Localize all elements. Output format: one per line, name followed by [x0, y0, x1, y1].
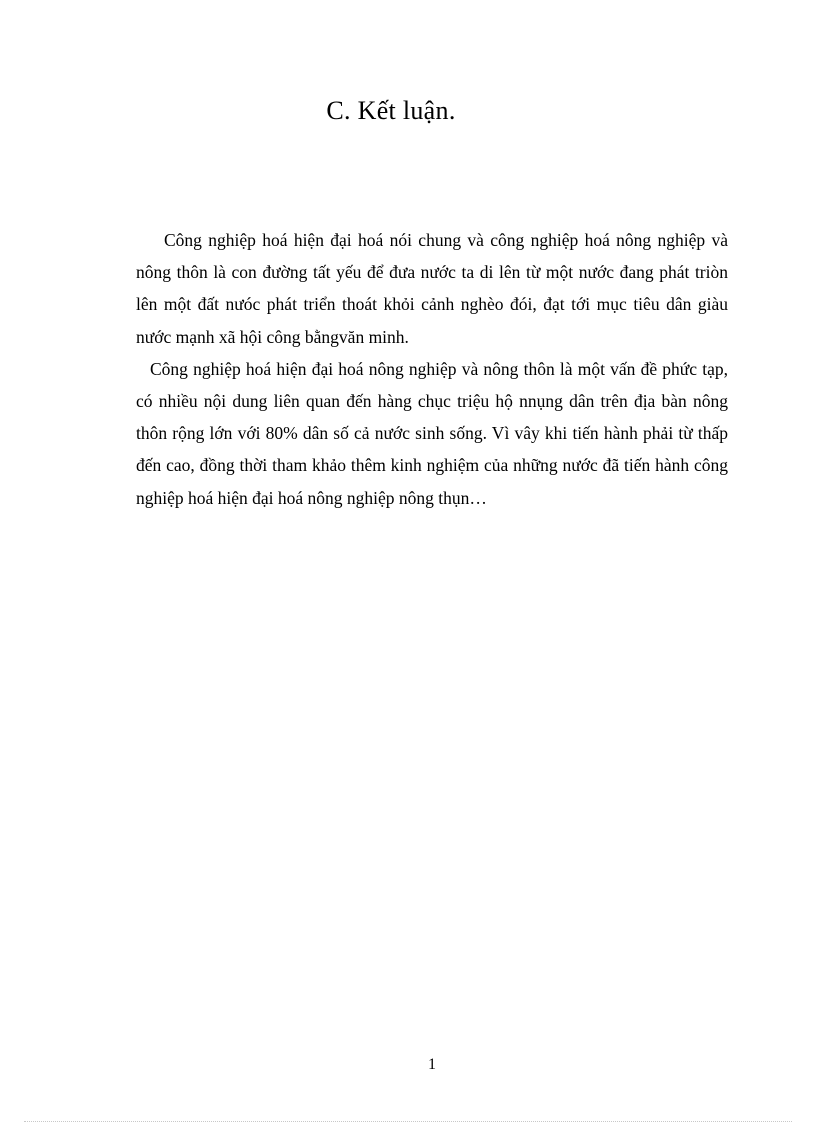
paragraph-2: Công nghiệp hoá hiện đại hoá nông nghiệp và nông thôn là một vấn đề phức tạp, có nhiều nội dung liên quan đến hàng chục triệu hộ nnụng dân trên địa bàn nông thôn rộng lớn với 80% dân số cả nước sinh sống. Vì vây khi tiến hành phải từ thấp đến cao, đồng thời tham khảo thêm kinh nghiệm của những nước đã tiến hành công nghiệp hoá hiện đại hoá nông nghiệp nông thụn… [136, 358, 728, 508]
body-text [136, 224, 728, 514]
page-title: C. Kết luận. [326, 96, 456, 125]
page-number: 1 [428, 1056, 436, 1073]
paragraph-1: Công nghiệp hoá hiện đại hoá nói chung và công nghiệp hoá nông nghiệp và nông thôn là con đường tất yếu để đưa nước ta di lên từ một nước đang phát triòn lên một đất nưóc phát triển thoát khỏi cảnh nghèo đói, đạt tới mục tiêu dân giàu nước mạnh xã hội công bằngvăn minh. [136, 230, 728, 347]
page-divider [24, 1121, 792, 1122]
